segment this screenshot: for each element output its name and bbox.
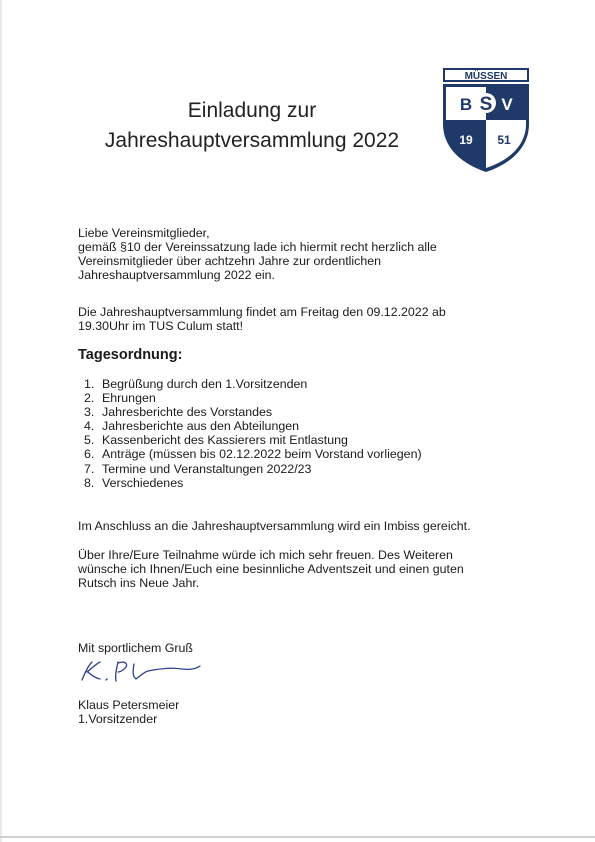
logo-letter-b: B: [459, 95, 473, 114]
agenda-item: [84, 462, 422, 476]
agenda-item: [84, 433, 422, 447]
agenda-item-number: 6.: [84, 447, 95, 462]
agenda-item-number: 1.: [84, 377, 95, 391]
agenda-item-text: Kassenbericht des Kassierers mit Entlastung: [102, 433, 348, 448]
agenda-item-text: Begrüßung durch den 1.Vorsitzenden: [102, 377, 308, 391]
agenda-item-number: 7.: [84, 461, 95, 476]
greeting-line: Liebe Vereinsmitglieder,: [78, 226, 210, 240]
agenda-item-number: 4.: [84, 419, 95, 434]
wishes-paragraph: [78, 548, 510, 591]
agenda-item-number: 5.: [84, 433, 95, 448]
handwritten-signature: [78, 654, 208, 686]
invitation-line-3: Jahreshauptversammlung 2022 ein.: [78, 268, 275, 283]
agenda-item-text: Anträge (müssen bis 02.12.2022 beim Vorstand vorliegen): [102, 447, 422, 462]
wishes-line-1: Über Ihre/Eure Teilnahme würde ich mich sehr freuen. Des Weiteren: [78, 548, 453, 562]
bottom-rule: [0, 836, 595, 838]
sign-off: Mit sportlichem Gruß: [78, 641, 193, 655]
agenda-item-text: Jahresberichte aus den Abteilungen: [102, 419, 300, 434]
agenda-item-text: Ehrungen: [102, 391, 156, 406]
title-line-1: Einladung zur: [187, 99, 317, 122]
agenda-item: [84, 405, 422, 419]
closing-note: Im Anschluss an die Jahreshauptversammlung wird ein Imbiss gereicht.: [78, 519, 471, 533]
signer-name: Klaus Petersmeier: [78, 698, 180, 712]
agenda-item: [84, 476, 422, 490]
agenda-item-number: 3.: [84, 405, 95, 420]
logo-letter-s: S: [479, 94, 493, 115]
invitation-line-1: gemäß §10 der Vereinssatzung lade ich hiermit recht herzlich alle: [78, 240, 437, 254]
logo-banner-text: MÜSSEN: [464, 71, 508, 82]
agenda-item-number: 2.: [84, 391, 95, 406]
agenda-item-number: 8.: [84, 475, 95, 490]
club-logo: [440, 66, 532, 174]
agenda-item-text: Jahresberichte des Vorstandes: [102, 405, 273, 420]
page-edge: [0, 0, 2, 842]
meeting-line-2: 19.30Uhr im TUS Culum statt!: [78, 319, 244, 334]
agenda-list: [84, 377, 422, 490]
logo-year-right: 51: [497, 133, 511, 147]
wishes-line-3: Rutsch ins Neue Jahr.: [78, 576, 200, 591]
wishes-line-2: wünsche ich Ihnen/Euch eine besinnliche Adventszeit und einen guten: [78, 562, 464, 577]
agenda-item-text: Verschiedenes: [102, 475, 184, 490]
agenda-item: [84, 447, 422, 461]
title-line-2: Jahreshauptversammlung 2022: [104, 129, 400, 152]
meeting-paragraph: [78, 305, 518, 333]
logo-year-left: 19: [459, 133, 473, 147]
invitation-line-2: Vereinsmitglieder über achtzehn Jahre zur ordentlichen: [78, 254, 382, 269]
signature-stroke: [82, 662, 200, 681]
signer-role: 1.Vorsitzender: [78, 712, 158, 726]
logo-letter-v: V: [501, 95, 513, 114]
meeting-line-1: Die Jahreshauptversammlung findet am Freitag den 09.12.2022 ab: [78, 305, 446, 319]
invitation-paragraph: [78, 240, 518, 283]
agenda-item: [84, 377, 422, 391]
page-title: [62, 96, 442, 156]
agenda-item: [84, 391, 422, 405]
agenda-item-text: Termine und Veranstaltungen 2022/23: [102, 461, 312, 476]
agenda-heading: Tagesordnung:: [78, 347, 183, 363]
agenda-item: [84, 419, 422, 433]
